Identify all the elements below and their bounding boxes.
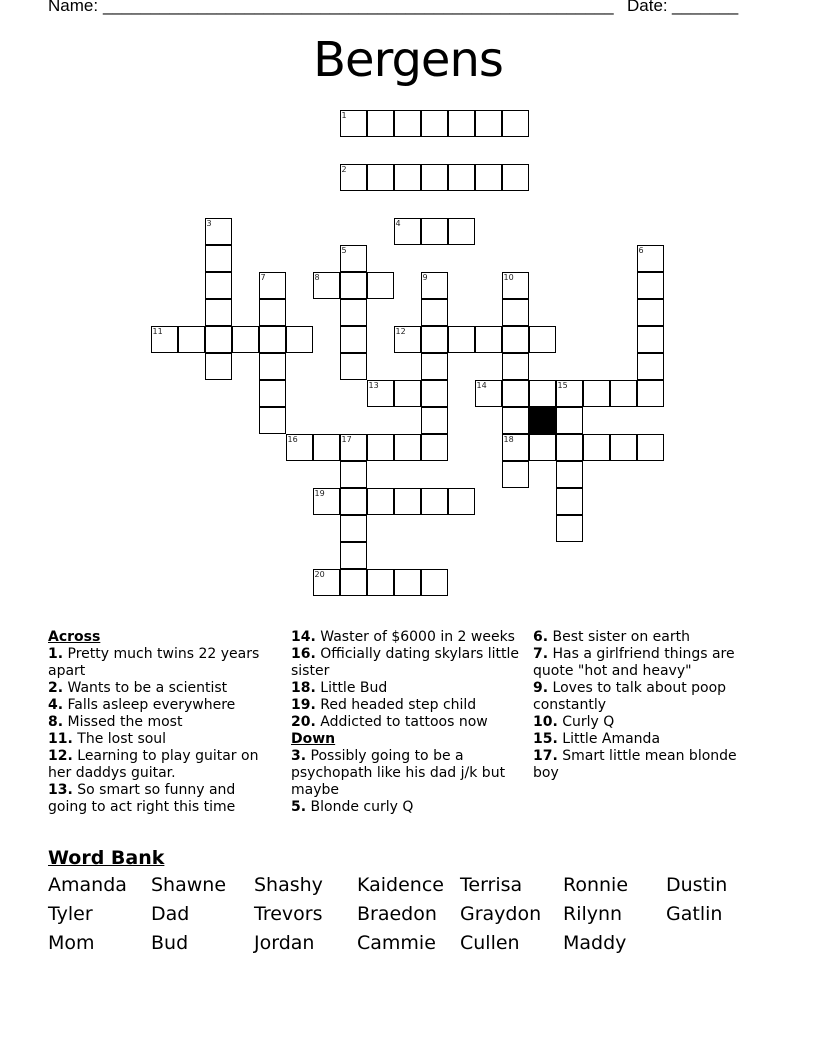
grid-cell[interactable] — [448, 164, 475, 191]
clue-text: Wants to be a scientist — [63, 680, 228, 696]
word-bank-row — [48, 874, 768, 903]
grid-cell[interactable] — [394, 218, 421, 245]
clue-item — [48, 782, 278, 816]
clue-number: 1. — [48, 646, 64, 662]
cell-number: 15 — [557, 380, 568, 390]
cell-number: 10 — [503, 272, 514, 282]
clue-item — [291, 646, 521, 680]
clue-number: 11. — [48, 731, 73, 747]
clue-number: 20. — [291, 714, 316, 730]
cell-number: 12 — [395, 326, 406, 336]
word-bank-word: Maddy — [563, 932, 627, 954]
grid-cell[interactable] — [340, 164, 367, 191]
clue-text: Loves to talk about poop constantly — [533, 680, 727, 713]
grid-cell[interactable] — [178, 326, 205, 353]
grid-cell[interactable] — [340, 299, 367, 326]
cell-number: 2 — [341, 164, 347, 174]
word-bank-word: Ronnie — [563, 874, 629, 896]
cell-number: 6 — [638, 245, 644, 255]
grid-cell[interactable] — [232, 326, 259, 353]
word-bank-word: Jordan — [254, 932, 315, 954]
cell-number: 9 — [422, 272, 428, 282]
grid-cell[interactable] — [637, 353, 664, 380]
clue-text: Smart little mean blonde boy — [533, 748, 737, 781]
grid-cell[interactable] — [637, 299, 664, 326]
grid-cell[interactable] — [475, 110, 502, 137]
clue-item — [291, 697, 521, 714]
clue-heading: Across — [48, 629, 101, 645]
cell-number: 1 — [341, 110, 347, 120]
cell-number: 14 — [476, 380, 487, 390]
grid-cell[interactable] — [475, 380, 502, 407]
grid-cell[interactable] — [475, 326, 502, 353]
grid-cell[interactable] — [259, 326, 286, 353]
word-bank-word: Graydon — [460, 903, 542, 925]
word-bank-word: Shawne — [151, 874, 227, 896]
clue-item — [291, 748, 521, 799]
word-bank-word: Cammie — [357, 932, 436, 954]
grid-cell[interactable] — [394, 326, 421, 353]
word-bank-word: Amanda — [48, 874, 127, 896]
cell-number: 5 — [341, 245, 347, 255]
grid-cell[interactable] — [502, 380, 529, 407]
grid-cell[interactable] — [421, 407, 448, 434]
clue-text: Waster of $6000 in 2 weeks — [315, 629, 515, 645]
clues-column-1 — [48, 629, 278, 816]
clue-number: 14. — [291, 629, 316, 645]
grid-cell[interactable] — [448, 326, 475, 353]
grid-cell[interactable] — [556, 407, 583, 434]
word-bank-word: Rilynn — [563, 903, 623, 925]
date-label: Date: — [627, 0, 668, 15]
clue-text: Best sister on earth — [548, 629, 690, 645]
grid-cell[interactable] — [502, 407, 529, 434]
grid-cell[interactable] — [502, 353, 529, 380]
grid-cell[interactable] — [340, 461, 367, 488]
clue-text: Curly Q — [557, 714, 615, 730]
clue-heading: Down — [291, 731, 336, 747]
grid-cell[interactable] — [448, 110, 475, 137]
clue-item — [533, 731, 763, 748]
clue-text: Missed the most — [63, 714, 183, 730]
clue-item — [48, 714, 278, 731]
grid-cell[interactable] — [205, 353, 232, 380]
name-label: Name: — [48, 0, 99, 15]
clue-text: So smart so funny and going to act right this time — [48, 782, 236, 815]
grid-cell[interactable] — [367, 110, 394, 137]
clue-text: Falls asleep everywhere — [63, 697, 236, 713]
grid-cell[interactable] — [313, 272, 340, 299]
grid-cell[interactable] — [340, 326, 367, 353]
grid-cell[interactable] — [529, 434, 556, 461]
grid-cell[interactable] — [421, 326, 448, 353]
clue-text: Learning to play guitar on her daddys guitar. — [48, 748, 259, 781]
word-bank — [48, 846, 768, 961]
grid-cell[interactable] — [340, 245, 367, 272]
clue-item — [48, 748, 278, 782]
grid-cell[interactable] — [394, 164, 421, 191]
cell-number: 17 — [341, 434, 352, 444]
clue-item — [533, 680, 763, 714]
grid-cell[interactable] — [340, 542, 367, 569]
grid-cell[interactable] — [502, 272, 529, 299]
name-field[interactable]: ______________________________________________________ — [103, 0, 614, 15]
grid-cell[interactable] — [502, 110, 529, 137]
clue-number: 13. — [48, 782, 73, 798]
grid-cell[interactable] — [610, 380, 637, 407]
word-bank-list — [48, 874, 768, 961]
grid-cell[interactable] — [394, 110, 421, 137]
cell-number: 11 — [152, 326, 163, 336]
clue-item — [533, 714, 763, 731]
grid-cell[interactable] — [502, 434, 529, 461]
clue-item — [48, 731, 278, 748]
clue-item — [291, 799, 521, 816]
word-bank-word: Gatlin — [666, 903, 723, 925]
clue-number: 7. — [533, 646, 549, 662]
cell-number: 13 — [368, 380, 379, 390]
grid-cell[interactable] — [421, 110, 448, 137]
grid-cell[interactable] — [313, 569, 340, 596]
grid-cell[interactable] — [421, 569, 448, 596]
clue-number: 17. — [533, 748, 558, 764]
grid-cell[interactable] — [394, 488, 421, 515]
grid-cell[interactable] — [367, 488, 394, 515]
grid-cell[interactable] — [151, 326, 178, 353]
grid-cell[interactable] — [421, 488, 448, 515]
grid-cell[interactable] — [421, 353, 448, 380]
grid-cell[interactable] — [205, 218, 232, 245]
cell-number: 3 — [206, 218, 212, 228]
grid-cell[interactable] — [502, 299, 529, 326]
grid-cell[interactable] — [610, 434, 637, 461]
grid-cell[interactable] — [340, 353, 367, 380]
clue-text: Addicted to tattoos now — [315, 714, 488, 730]
clue-item — [533, 748, 763, 782]
clue-number: 4. — [48, 697, 64, 713]
clue-item — [291, 714, 521, 731]
grid-cell[interactable] — [367, 569, 394, 596]
grid-cell[interactable] — [556, 434, 583, 461]
clue-text: The lost soul — [72, 731, 167, 747]
clue-text: Little Bud — [315, 680, 388, 696]
grid-cell[interactable] — [313, 488, 340, 515]
date-field[interactable]: _______ — [672, 0, 739, 15]
clue-text: Little Amanda — [557, 731, 661, 747]
cell-number: 7 — [260, 272, 266, 282]
grid-cell[interactable] — [367, 380, 394, 407]
grid-cell[interactable] — [583, 380, 610, 407]
clue-number: 6. — [533, 629, 549, 645]
clue-item — [533, 646, 763, 680]
grid-cell[interactable] — [637, 326, 664, 353]
clue-number: 5. — [291, 799, 307, 815]
grid-cell[interactable] — [259, 407, 286, 434]
grid-cell[interactable] — [340, 488, 367, 515]
grid-cell[interactable] — [421, 380, 448, 407]
grid-cell[interactable] — [313, 434, 340, 461]
word-bank-word: Mom — [48, 932, 95, 954]
grid-cell[interactable] — [340, 515, 367, 542]
grid-cell[interactable] — [286, 326, 313, 353]
clue-text: Pretty much twins 22 years apart — [48, 646, 260, 679]
cell-number: 18 — [503, 434, 514, 444]
grid-cell[interactable] — [421, 164, 448, 191]
clue-item — [48, 646, 278, 680]
grid-cell[interactable] — [583, 434, 610, 461]
grid-cell[interactable] — [637, 245, 664, 272]
grid-cell[interactable] — [259, 272, 286, 299]
grid-cell[interactable] — [205, 272, 232, 299]
grid-cell[interactable] — [394, 380, 421, 407]
grid-cell[interactable] — [340, 110, 367, 137]
clue-item — [48, 680, 278, 697]
grid-cell[interactable] — [448, 218, 475, 245]
clue-number: 9. — [533, 680, 549, 696]
clue-number: 15. — [533, 731, 558, 747]
puzzle-title: Bergens — [313, 32, 503, 88]
word-bank-word: Tyler — [48, 903, 93, 925]
grid-cell[interactable] — [340, 272, 367, 299]
clue-item — [291, 629, 521, 646]
word-bank-word: Trevors — [254, 903, 323, 925]
clue-number: 3. — [291, 748, 307, 764]
grid-cell[interactable] — [367, 272, 394, 299]
clue-number: 10. — [533, 714, 558, 730]
grid-cell[interactable] — [421, 272, 448, 299]
clue-item — [291, 680, 521, 697]
clue-text: Red headed step child — [315, 697, 477, 713]
clue-item — [533, 629, 763, 646]
grid-cell[interactable] — [556, 488, 583, 515]
grid-cell[interactable] — [637, 272, 664, 299]
word-bank-row — [48, 932, 768, 961]
grid-cell[interactable] — [394, 569, 421, 596]
grid-cell[interactable] — [205, 299, 232, 326]
grid-cell[interactable] — [637, 434, 664, 461]
grid-cell[interactable] — [556, 515, 583, 542]
clue-number: 12. — [48, 748, 73, 764]
clue-item — [48, 697, 278, 714]
clue-number: 18. — [291, 680, 316, 696]
grid-cell[interactable] — [421, 218, 448, 245]
cell-number: 16 — [287, 434, 298, 444]
word-bank-word: Dad — [151, 903, 190, 925]
clue-text: Has a girlfriend things are quote "hot and heavy" — [533, 646, 735, 679]
grid-cell[interactable] — [502, 326, 529, 353]
grid-cell[interactable] — [556, 461, 583, 488]
cell-number: 20 — [314, 569, 325, 579]
word-bank-word: Kaidence — [357, 874, 444, 896]
cell-number: 19 — [314, 488, 325, 498]
grid-cell[interactable] — [367, 164, 394, 191]
grid-cell[interactable] — [421, 299, 448, 326]
grid-cell[interactable] — [367, 434, 394, 461]
word-bank-title: Word Bank — [48, 847, 165, 869]
grid-cell[interactable] — [421, 434, 448, 461]
clue-text: Blonde curly Q — [306, 799, 414, 815]
word-bank-word: Dustin — [666, 874, 728, 896]
grid-cell[interactable] — [637, 380, 664, 407]
grid-cell[interactable] — [259, 353, 286, 380]
grid-cell[interactable] — [529, 380, 556, 407]
clue-number: 19. — [291, 697, 316, 713]
clue-number: 2. — [48, 680, 64, 696]
grid-cell[interactable] — [475, 164, 502, 191]
grid-cell[interactable] — [205, 326, 232, 353]
word-bank-word: Braedon — [357, 903, 437, 925]
grid-cell[interactable] — [286, 434, 313, 461]
grid-cell[interactable] — [259, 380, 286, 407]
grid-cell[interactable] — [448, 488, 475, 515]
grid-cell[interactable] — [502, 461, 529, 488]
clues-column-3 — [533, 629, 763, 782]
grid-cell[interactable] — [529, 326, 556, 353]
clue-number: 8. — [48, 714, 64, 730]
cell-number: 8 — [314, 272, 320, 282]
word-bank-word: Cullen — [460, 932, 520, 954]
grid-cell[interactable] — [394, 434, 421, 461]
word-bank-word: Shashy — [254, 874, 323, 896]
grid-cell[interactable] — [502, 164, 529, 191]
grid-cell[interactable] — [259, 299, 286, 326]
grid-cell[interactable] — [340, 434, 367, 461]
grid-cell[interactable] — [340, 569, 367, 596]
cell-number: 4 — [395, 218, 401, 228]
clue-text: Officially dating skylars little sister — [291, 646, 519, 679]
clues-column-2 — [291, 629, 521, 816]
black-cell — [529, 407, 556, 434]
word-bank-row — [48, 903, 768, 932]
word-bank-word: Bud — [151, 932, 189, 954]
clue-number: 16. — [291, 646, 316, 662]
grid-cell[interactable] — [556, 380, 583, 407]
clue-text: Possibly going to be a psychopath like his dad j/k but maybe — [291, 748, 506, 798]
word-bank-word: Terrisa — [460, 874, 523, 896]
grid-cell[interactable] — [205, 245, 232, 272]
